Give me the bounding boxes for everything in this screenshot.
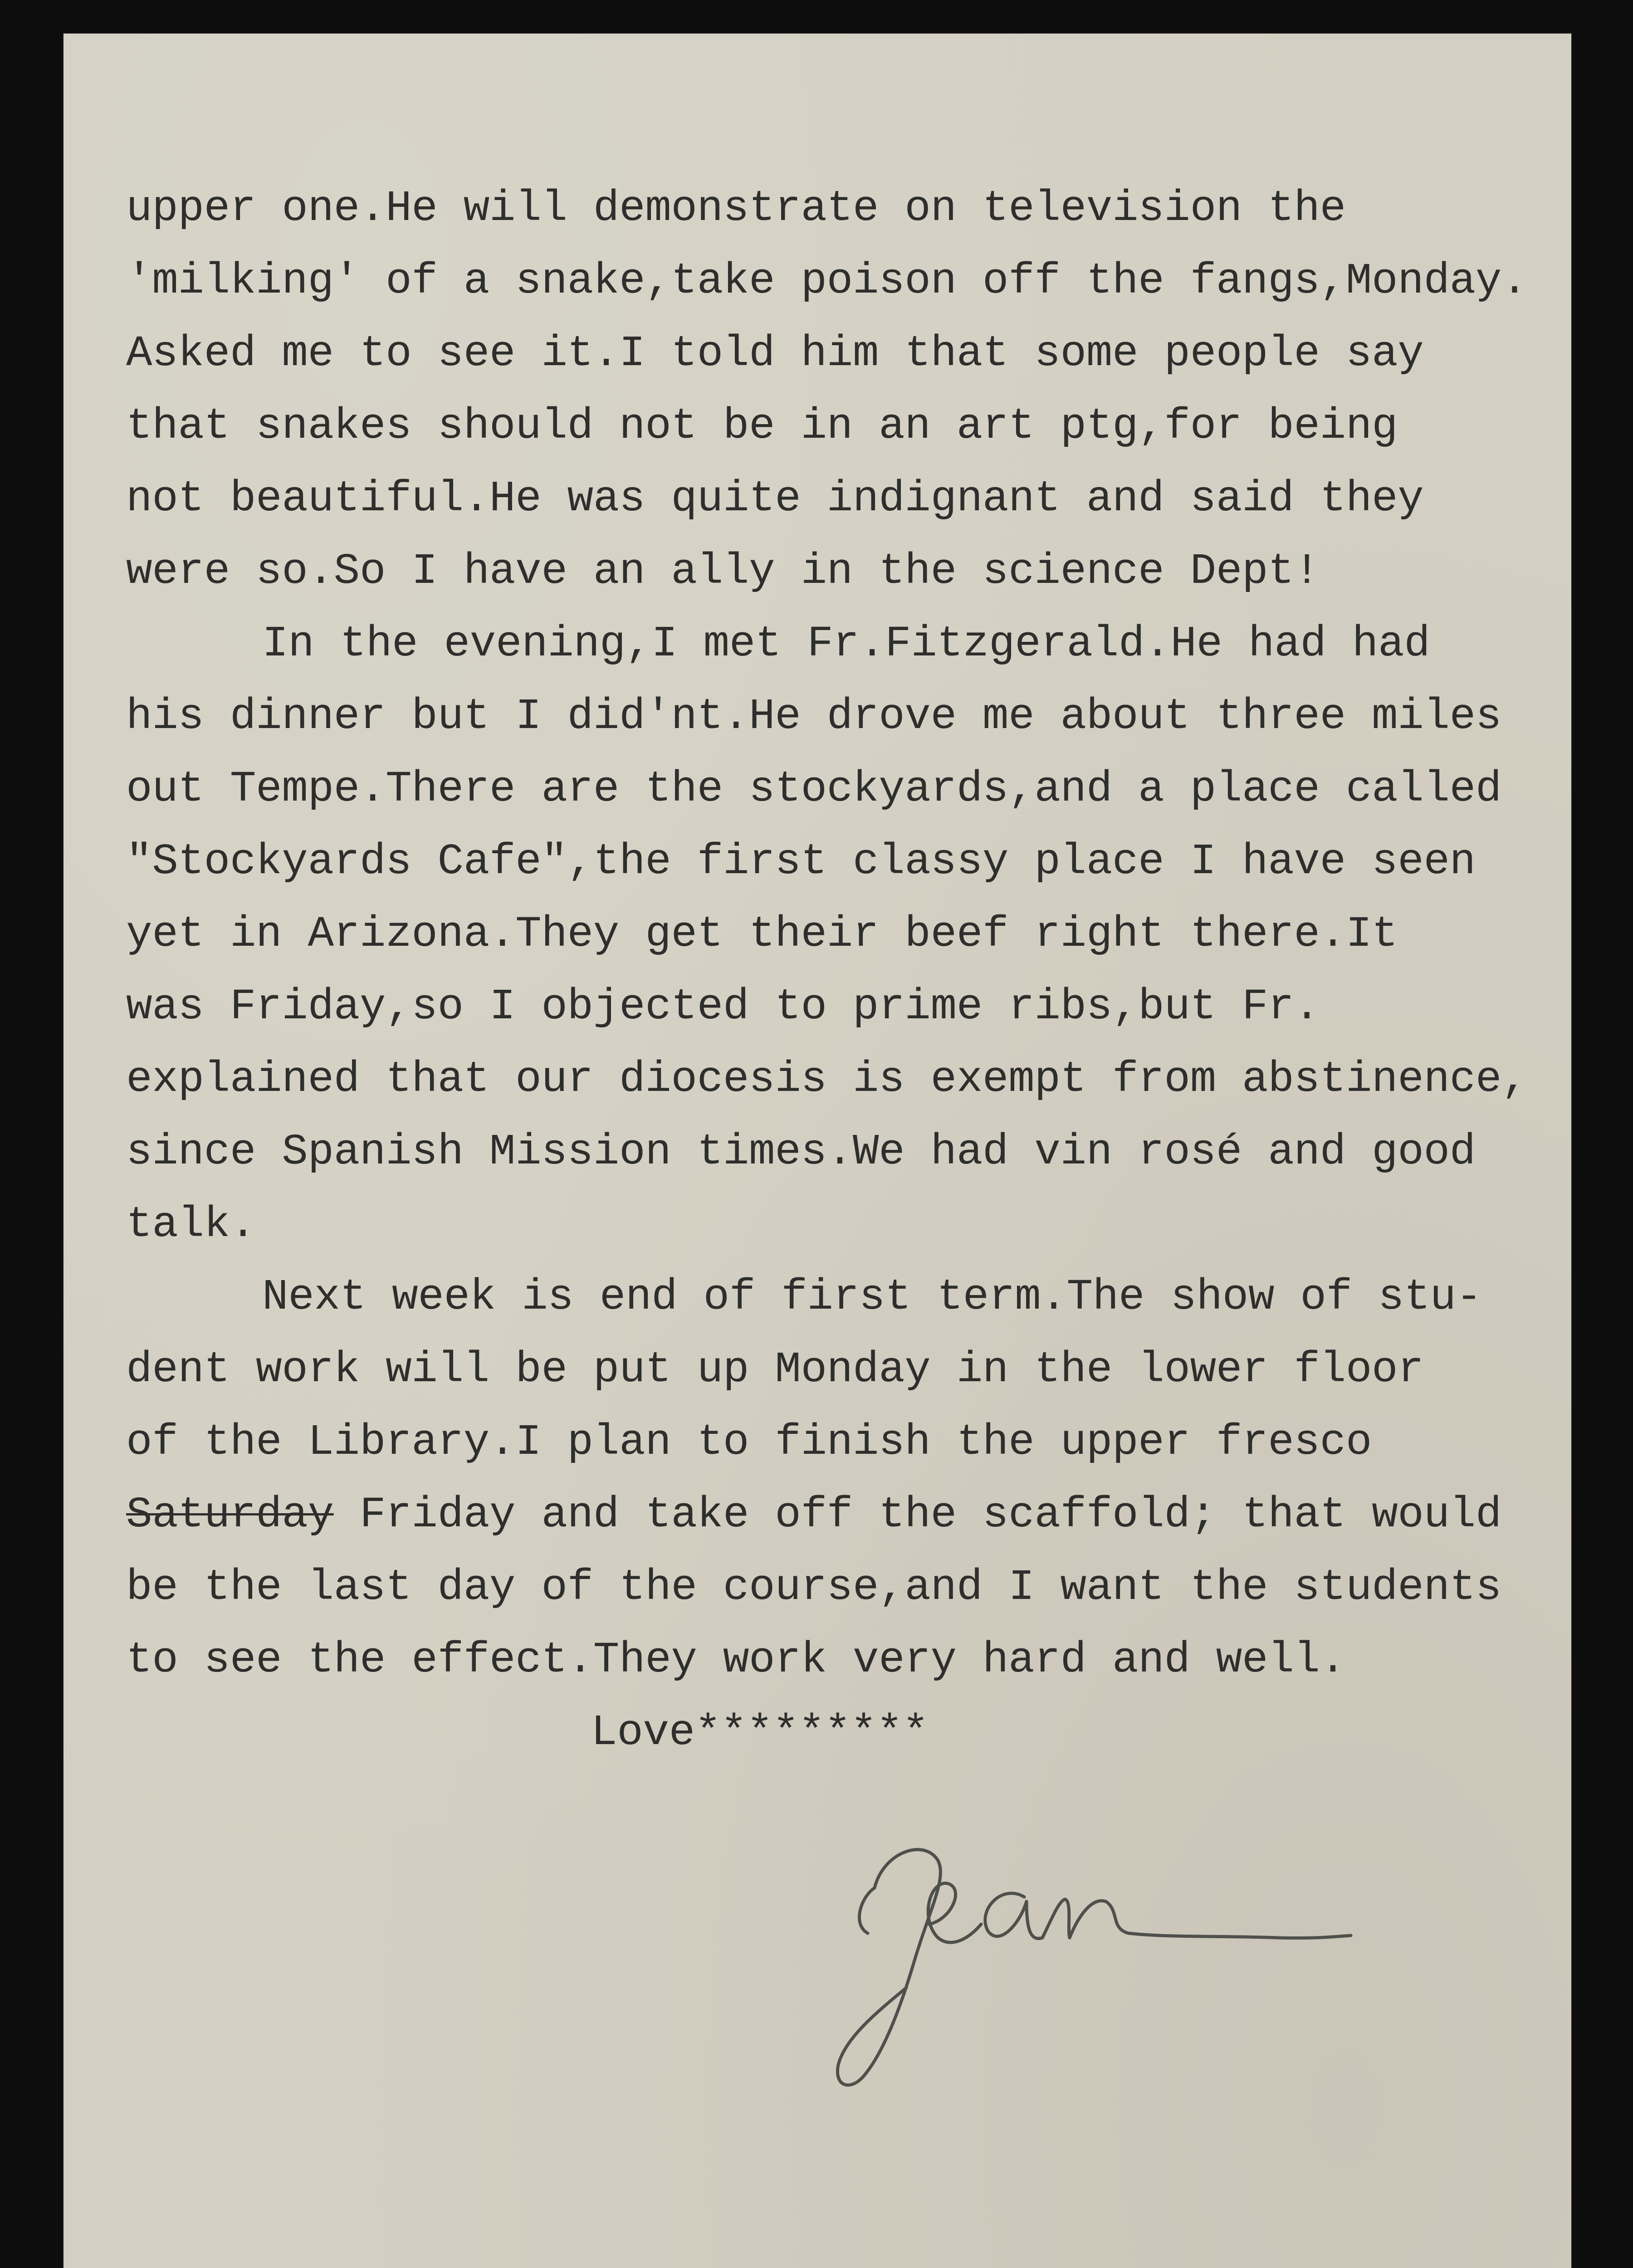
letter-line: were so.So I have an ally in the science Dept! [126,547,1320,596]
letter-line: not beautiful.He was quite indignant and said they [126,474,1424,523]
letter-line: In the evening,I met Fr.Fitzgerald.He had had [262,619,1430,669]
struck-out-word: Saturday [126,1490,334,1540]
letter-line: 'milking' of a snake,take poison off the fangs,Monday. [126,256,1528,306]
letter-line: explained that our diocesis is exempt from abstinence, [126,1055,1528,1104]
letter-line: of the Library.I plan to finish the upper fresco [126,1418,1372,1467]
letter-line: since Spanish Mission times.We had vin rosé and good [126,1127,1476,1177]
letter-line: Next week is end of first term.The show of stu- [262,1272,1482,1322]
letter-line: be the last day of the course,and I want the students [126,1563,1502,1612]
letter-line-with-strikeout [126,1479,1569,1551]
letter-page [63,33,1572,2268]
letter-closing: Love********* [591,1708,929,1757]
letter-line: was Friday,so I objected to prime ribs,but Fr. [126,982,1320,1031]
letter-line: yet in Arizona.They get their beef right there.It [126,909,1398,959]
letter-line: to see the effect.They work very hard and well. [126,1635,1346,1685]
letter-line: dent work will be put up Monday in the lower floor [126,1345,1424,1394]
letter-line: "Stockyards Cafe",the first classy place I have seen [126,837,1476,886]
letter-line: Asked me to see it.I told him that some people say [126,329,1424,378]
letter-line: upper one.He will demonstrate on television the [126,184,1346,233]
letter-line: out Tempe.There are the stockyards,and a place called [126,764,1502,814]
letter-line-text: Friday and take off the scaffold; that would [359,1490,1502,1540]
handwritten-signature [816,1774,1473,2092]
letter-line: talk. [126,1200,256,1249]
letter-line: his dinner but I did'nt.He drove me about three miles [126,692,1502,741]
letter-body [126,172,1569,1769]
letter-line: that snakes should not be in an art ptg,for being [126,401,1398,451]
